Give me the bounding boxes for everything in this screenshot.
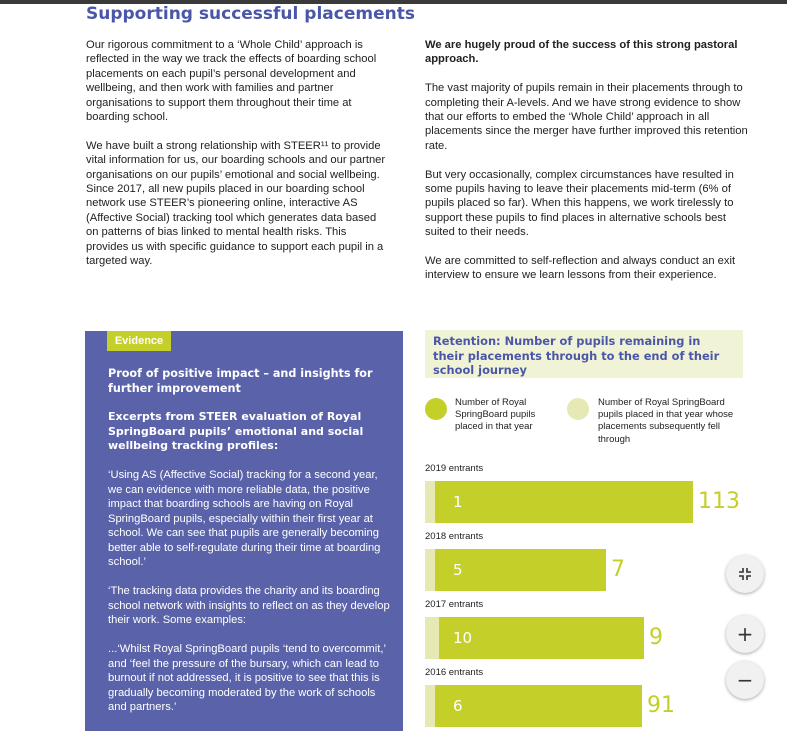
evidence-subheading: Excerpts from STEER evaluation of Royal SpringBoard pupils’ emotional and social wellbeing tracking profiles: — [108, 410, 364, 452]
legend-placed-swatch — [425, 398, 447, 420]
evidence-quote-2: ‘The tracking data provides the charity and its boarding school network with insights to reflect on as they develop their work. Some examples: — [108, 585, 390, 626]
chart-title: Retention: Number of pupils remaining in their placements through to the end of their school journey — [433, 334, 720, 377]
placed-value: 9 — [649, 625, 663, 650]
legend-placed-label: Number of Royal SpringBoard pupils placed in that year — [455, 397, 536, 433]
placed-value: 91 — [647, 693, 675, 718]
fell-through-value: 5 — [453, 561, 463, 579]
fit-screen-button[interactable] — [726, 555, 764, 593]
zoom-in-button[interactable]: + — [726, 615, 764, 653]
placed-value: 7 — [611, 557, 625, 582]
legend-fell-swatch — [567, 398, 589, 420]
fell-through-value: 1 — [453, 493, 463, 511]
entrant-label: 2016 entrants — [425, 667, 484, 678]
placed-value: 113 — [698, 489, 740, 514]
bar-fell-through — [425, 617, 439, 659]
left-paragraph-2: We have built a strong relationship with STEER¹¹ to provide vital information for us, our boarding schools and our partner organisations on our pupils’ emotional and social wellbeing. Since 2017, all new pupils placed in our boarding school network use STEER’s pioneering online, interactive AS (Affective Social) tracking tool which generates data based on patterns of bias linked to mental health risks. This provides us with specific guidance to support each pupil in a targeted way. — [86, 139, 386, 268]
page-title: Supporting successful placements — [86, 4, 415, 24]
right-lead: We are hugely proud of the success of this strong pastoral approach. — [425, 39, 738, 66]
evidence-tag: Evidence — [107, 331, 171, 351]
right-paragraph-3: We are committed to self-reflection and always conduct an exit interview to ensure we learn lessons from their experience. — [425, 255, 736, 282]
entrant-label: 2019 entrants — [425, 463, 484, 474]
evidence-panel — [85, 331, 403, 731]
entrant-label: 2017 entrants — [425, 599, 484, 610]
right-column — [425, 38, 755, 297]
fell-through-value: 6 — [453, 697, 463, 715]
left-column — [86, 38, 386, 283]
entrant-label: 2018 entrants — [425, 531, 484, 542]
evidence-heading: Proof of positive impact – and insights for further improvement — [108, 367, 373, 395]
bar-placed — [435, 685, 642, 727]
right-paragraph-2: But very occasionally, complex circumstances have resulted in some pupils having to leave their placements mid-term (6% of pupils placed so far). When this happens, we work tirelessly to support these pupils to find places in alternative schools best suited to their needs. — [425, 168, 734, 239]
fit-screen-icon — [737, 566, 753, 582]
evidence-quotes — [108, 468, 390, 729]
evidence-quote-3: ...‘Whilst Royal SpringBoard pupils ‘tend to overcommit,’ and ‘feel the pressure of the bursary, which can lead to burnout if not addressed, it is positive to see that this is gradually becoming moderated by the work of schools and partners.’ — [108, 643, 386, 713]
bar-fell-through — [425, 481, 435, 523]
right-paragraph-1: The vast majority of pupils remain in their placements through to completing their A-levels. And we have strong evidence to show that our efforts to embed the ‘Whole Child’ approach in all placements since the merger have further improved this retention rate. — [425, 82, 748, 152]
evidence-quote-1: ‘Using AS (Affective Social) tracking for a second year, we can evidence with more reliable data, the positive impact that boarding schools are having on Royal SpringBoard pupils, especially within their first year at school. We can see that pupils are generally becoming better able to self-regulate during their time at boarding school.’ — [108, 469, 381, 568]
zoom-out-button[interactable]: − — [726, 661, 764, 699]
bar-fell-through — [425, 685, 435, 727]
chart-title-box — [425, 330, 743, 378]
bar-placed — [435, 481, 693, 523]
legend-fell-label: Number of Royal SpringBoard pupils placed in that year whose placements subsequently fell through — [598, 397, 734, 445]
fell-through-value: 10 — [453, 629, 473, 647]
bar-fell-through — [425, 549, 435, 591]
left-paragraph-1: Our rigorous commitment to a ‘Whole Child’ approach is reflected in the way we track the effects of boarding school placements on each pupil’s personal development and wellbeing, and then work with families and partner organisations to support them throughout their time at boarding school. — [86, 39, 377, 124]
